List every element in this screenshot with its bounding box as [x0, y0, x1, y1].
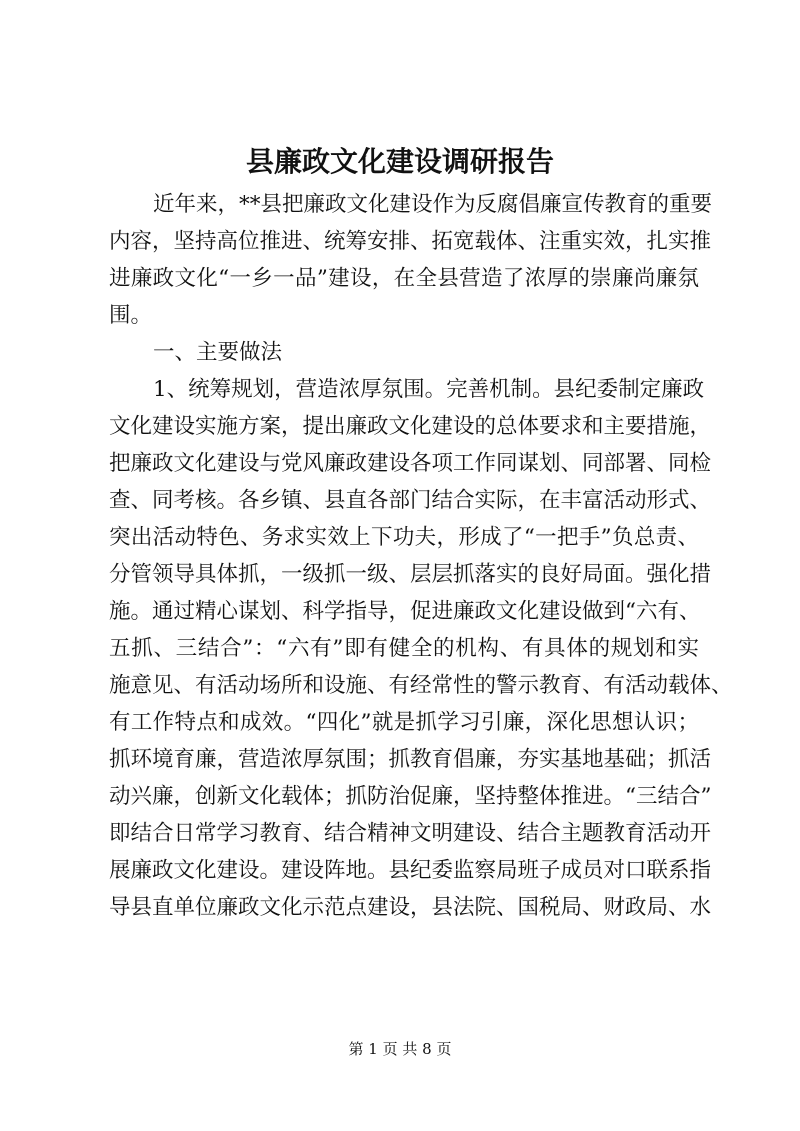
paragraph-line: 抓环境育廉，营造浓厚氛围；抓教育倡廉，夯实基地基础；抓活: [109, 747, 712, 772]
paragraph-line: 进廉政文化“一乡一品”建设，在全县营造了浓厚的崇廉尚廉氛: [109, 266, 699, 291]
paragraph-line: 1、统筹规划，营造浓厚氛围。完善机制。县纪委制定廉政: [153, 377, 705, 402]
paragraph-line: 展廉政文化建设。建设阵地。县纪委监察局班子成员对口联系指: [109, 858, 712, 883]
paragraph-line: 把廉政文化建设与党风廉政建设各项工作同谋划、同部署、同检: [109, 451, 712, 476]
page-footer: 第 1 页 共 8 页: [348, 1040, 452, 1058]
section-heading: 一、主要做法: [153, 340, 283, 365]
document-title: 县廉政文化建设调研报告: [245, 145, 554, 178]
paragraph-line: 五抓、三结合”：“六有”即有健全的机构、有具体的规划和实: [109, 636, 699, 661]
paragraph-line: 动兴廉，创新文化载体；抓防治促廉，坚持整体推进。“三结合”: [109, 784, 712, 809]
paragraph-line: 施意见、有活动场所和设施、有经常性的警示教育、有活动载体、: [109, 673, 733, 698]
paragraph-line: 有工作特点和成效。“四化”就是抓学习引廉，深化思想认识；: [109, 710, 699, 735]
paragraph-line: 文化建设实施方案，提出廉政文化建设的总体要求和主要措施，: [109, 414, 712, 439]
document-body: [109, 186, 733, 926]
paragraph-line: 分管领导具体抓，一级抓一级、层层抓落实的良好局面。强化措: [109, 562, 712, 587]
paragraph-line: 导县直单位廉政文化示范点建设，县法院、国税局、财政局、水: [109, 895, 712, 920]
paragraph-line: 近年来，**县把廉政文化建设作为反腐倡廉宣传教育的重要: [153, 192, 713, 217]
paragraph-line: 即结合日常学习教育、结合精神文明建设、结合主题教育活动开: [109, 821, 712, 846]
paragraph-line: 施。通过精心谋划、科学指导，促进廉政文化建设做到“六有、: [109, 599, 701, 624]
paragraph-line: 围。: [109, 303, 153, 328]
paragraph-line: 内容，坚持高位推进、统筹安排、拓宽载体、注重实效，扎实推: [109, 229, 712, 254]
paragraph-line: 查、同考核。各乡镇、县直各部门结合实际，在丰富活动形式、: [109, 488, 712, 513]
paragraph-line: 突出活动特色、务求实效上下功夫，形成了“一把手”负总责、: [109, 525, 699, 550]
